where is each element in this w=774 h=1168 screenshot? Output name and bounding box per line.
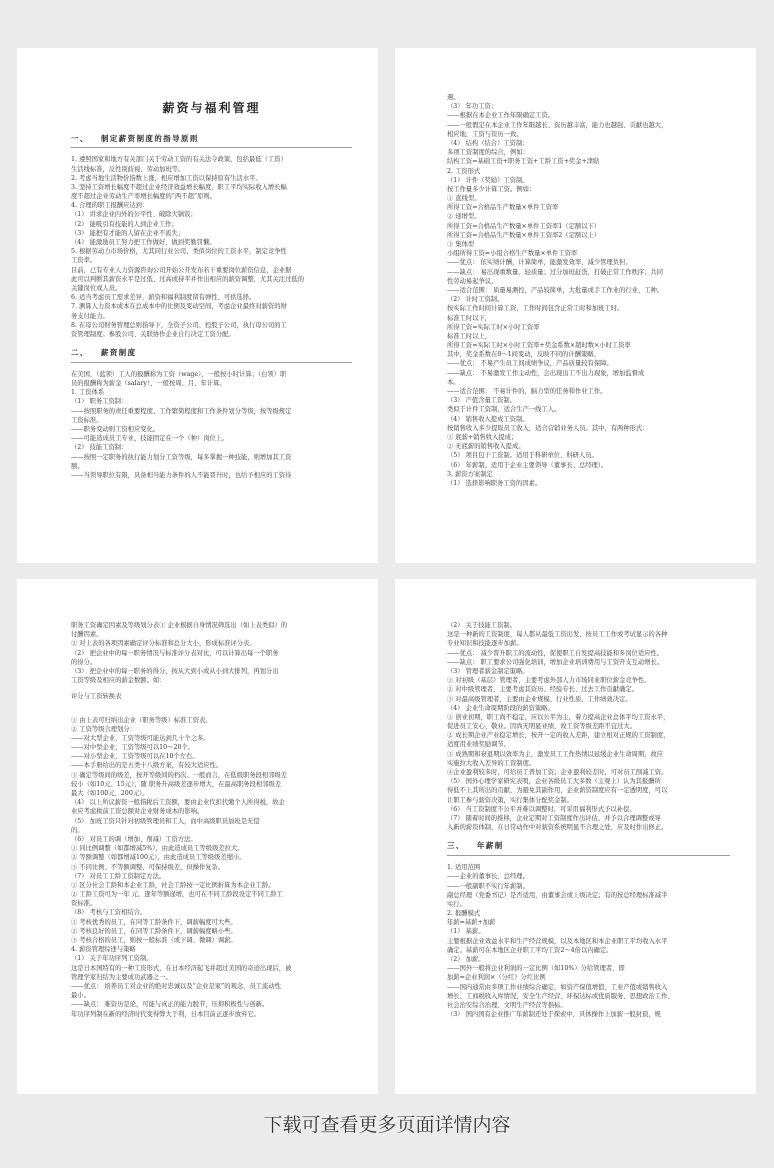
text-line: 得低不上其所出的贡献，为避免其副作用，企业薪资制度应有一定透明度，可以 <box>447 787 668 795</box>
text-line: ——缺点： 难资历是论，可能与真正的能力脱节，压抑积极性与创新。 <box>71 1001 269 1009</box>
text-line: （3） 国内国有企业推广年薪制还处于探索中，具体操作上加薪一般封顶，规 <box>447 1011 661 1019</box>
text-line: 生活线标准，反性别歧视、劳动加班等。 <box>71 165 185 173</box>
text-line: 目前，已有专业人力资源咨询公司开始公开发布若干重要岗位薪资信息，企业据 <box>71 266 292 274</box>
text-line: ③ 不同比例、不等额调整，可保持级差，但操作复杂。 <box>71 863 225 871</box>
text-line: 所得工资=合格品生产数量×单件工资率1（定额以下） <box>447 222 601 230</box>
text-line: ③ 成熟期和衰退期以效率为主，激发员工工作热情以延缓企业生命周期，故应 <box>447 750 664 758</box>
text-line: 这是一种新的工资制度，每人都从最低工资出发，按员工工作或考试显示的各种 <box>447 631 668 639</box>
text-line: 入新的薪资体制，在日常动作中对薪资系统明显不合理之处，应及时作出修正。 <box>447 824 668 832</box>
download-more-caption: 下载可查看更多页面详情内容 <box>263 1114 511 1136</box>
text-line: ② 成长期企业产业稳定增长，按开一定的收入差距，建立相对正规的工资制度， <box>447 732 670 740</box>
text-line: 此可以判断其薪资水平是过低、过高或持平并作出相应的薪资调整，尤其关注过低的 <box>71 275 304 283</box>
text-line: ② 对中级管理者，主要考虑其资历、经验专长、过去工作贡献确定。 <box>447 686 638 694</box>
text-line: 2. 考虑当地生活物价指数上涨，相应增加工资以保持原有生活水平。 <box>71 174 262 182</box>
text-line: 副总经理（党委书记）是否适用，由董事会或上级决定；有的按总经理标准减半 <box>447 891 668 899</box>
document-page-2 <box>395 48 756 563</box>
text-line: （4） 能激励员工努力把工作做好，做到奖勤罚懒。 <box>71 239 216 247</box>
text-line: ——按照职务的责任重要程度、工作繁简程度和工作条件划分等级，按等级规定 <box>71 407 292 415</box>
text-line: 工资率。 <box>71 257 97 265</box>
document-title: 薪资与福利管理 <box>162 101 261 115</box>
text-line: （3） 年功工资： <box>447 103 498 111</box>
text-line: ③ 确定等级间的级差，按开等级间的档次。一般而言，在低级职务段相邻级差 <box>71 771 288 779</box>
text-line: 增长、工商税收入库情况、安全生产经营、环保达标或优质服务、思想政治工作、 <box>447 992 674 1000</box>
text-line: 实施拉大收入差异的工资制度。 <box>447 759 536 767</box>
text-line: （7） 对员工工龄工资制定方法。 <box>71 872 166 880</box>
text-line: 度不超过企业劳动生产率增长幅度的“两不超”原则。 <box>71 193 216 201</box>
text-line: 员的报酬称为薪金（salary），一般按周、月、年计算。 <box>71 380 226 388</box>
text-line: ——本手册给出的是五类十八级方案，有较大适应性。 <box>71 762 223 770</box>
text-line: 管理学家归结为主要成功武器之一。 <box>71 973 172 981</box>
text-line: （8） 考核与工资相结合。 <box>71 909 147 917</box>
text-line: （2） 关于技能工资制。 <box>447 622 516 629</box>
text-line: 工资等级及相应的薪金数额。如： <box>71 677 166 685</box>
text-line: 1. 遵照国家和地方有关部门关于劳动工资的有关法令政策，包括最低（工资） <box>71 156 287 164</box>
text-line: ——企业的董事长、总经理。 <box>447 873 529 881</box>
text-line: ——适合范围： 质量易测控，产品较简单，大批量或手工作业的行业、工种。 <box>447 286 664 294</box>
text-line: ——优点： 不易产生员工间成绩争议，产品质量较有保障。 <box>447 360 613 368</box>
section-heading: 三、 年薪制 <box>447 841 730 856</box>
text-line: 评分与工资转换表 <box>71 693 122 701</box>
text-line: 其中，奖金系数在0～1间变动，反映不同的计酬策略。 <box>447 351 600 359</box>
text-line: ① 底薪+销售收入提成； <box>447 433 518 441</box>
text-line: ① 直线型。 <box>447 195 481 203</box>
text-line: 适度用业绩奖励调节。 <box>447 741 510 749</box>
text-line: ① 区分社会工龄和本企业工龄，社会工龄按一定比例折算为本企业工龄。 <box>71 881 275 889</box>
text-line: （2） 能吸引有技能的人到企业工作； <box>71 220 178 228</box>
text-line: （3） 把企业中的每一职务的得分，按从大到小或从小到大排列，再划分出 <box>71 667 279 675</box>
text-line: 的。 <box>71 826 84 834</box>
text-line: 最大（如100元、200元）。 <box>71 790 149 797</box>
section-heading: 二、 薪资制度 <box>71 348 352 363</box>
section-heading: 一、 制定薪资制度的指导原则 <box>71 134 352 149</box>
text-line: ② 等额调整（如都增减100元），由此造成员工等级级差缩小。 <box>71 854 246 862</box>
text-line: ② 递增型。 <box>447 213 481 221</box>
text-line: ——当领导职位有限，具备相当能力条件的人不能晋升时，也给予相应的工资待 <box>71 471 292 479</box>
text-line: ① 考核优秀的员工，在同等工龄条件下，调薪幅度可大些。 <box>71 918 237 926</box>
text-line: （5） 国外心理学家研究表明，企业各级员工大多数（主观上）认为其报酬所 <box>447 778 661 786</box>
text-line: ③ 对最高级管理者，主要由企业规模、行业性质、工作绩效决定。 <box>447 695 632 703</box>
text-line: ——根据在本企业工作年限确定工资。 <box>447 112 555 120</box>
text-line: （5） 项目包干工资制。适用于科研单位、科研人员。 <box>447 452 598 460</box>
text-line: （4） 结构（结合）工资制： <box>447 139 529 147</box>
text-line: 较小（如10元、15元），随 职务升高级差逐步增大，在最高职务段相邻级差 <box>71 780 282 788</box>
text-line: ——一般假定在本企业工作年限越长、资历越丰富，能力也越强、贡献也越大， <box>447 121 668 129</box>
text-line: 2. 工资形式 <box>447 167 481 175</box>
text-line: 加薪=企业利润×（分红）分红比例 <box>447 974 546 982</box>
text-line: 按销售收入多少提取员工收入，适合营销业务人员。其中，有两种形式： <box>447 424 649 432</box>
text-line: 按实际工作时间计算工资，工作时间包含正常工时和加班工时。 <box>447 305 624 313</box>
text-line: 付酬因素。 <box>71 631 103 639</box>
text-line: （3） 产值含量工资制。 <box>447 397 516 405</box>
text-line: 3. 薪资方案制定 <box>447 470 493 478</box>
text-line: （1） 讲求企业内外的公平性、破除大锅饭； <box>71 211 197 219</box>
text-line: 1. 工资体系 <box>71 389 105 397</box>
text-line: （1） 基薪。 <box>447 928 485 936</box>
text-line: ——职务变动则工资相应变化。 <box>71 426 160 434</box>
document-page-3 <box>17 579 378 1094</box>
text-line: （2） 技能工资制： <box>71 444 128 452</box>
text-line: ③ 考核合格的员工，则按一般标准（或下调、微调）调薪。 <box>71 937 237 944</box>
text-line: ① 同比例调整（如都增减5%），由此造成员工等级级差拉大。 <box>71 845 244 853</box>
text-line: ——对大型企业，工资等级可能达到几十个之多。 <box>71 734 210 742</box>
text-line: 相应地，工资与资历一致。 <box>447 130 523 138</box>
text-line: ③ 集体型 <box>447 241 475 248</box>
text-line: 按工作量多少计算工资。例如： <box>447 185 536 193</box>
text-line: 所得工资=实际工时×小时工资率 <box>447 323 540 331</box>
text-line: 职务工资确定因素及等级划分表① 企业根据自身情况筛选出（如上表类似）的 <box>71 622 288 629</box>
document-page-1 <box>17 48 378 563</box>
text-line: 务支付能力。 <box>71 312 109 320</box>
blank-line <box>71 709 352 716</box>
text-line: ① 由上表可归纳出企业（职务等级）标准工资表。 <box>71 716 212 724</box>
text-line: 确定。基薪可在本地区企业职工平均工资2～4倍以内确定。 <box>447 946 613 954</box>
text-line: 年功序列制在新的经济时代变得弊大于利，日本目前正逐步放弃它。 <box>71 1010 260 1018</box>
text-line: 关键岗位或人员。 <box>71 284 122 292</box>
text-line: 年薪=基薪+加薪 <box>447 919 496 927</box>
text-line: ——国外一般将企业利润的一定比例（如10%）分给管理者，即 <box>447 965 625 973</box>
text-line: ② 工资等级合理划分： <box>71 725 136 733</box>
text-line: 资标准。 <box>71 900 97 908</box>
text-line: 类似于计件工资制，适合生产一线工人。 <box>447 406 561 414</box>
text-line: 工资标准。 <box>71 416 103 424</box>
text-line: ——缺点： 职工要求公司强化培训，增加企业培训费用与工资开支互动增长。 <box>447 658 664 666</box>
text-line: （1） 选择影响职务工资的因素。 <box>447 479 542 487</box>
text-line: ② 考核良好的员工，在同等工龄条件下，调薪幅度略小些。 <box>71 927 237 935</box>
text-line: 的得分。 <box>71 658 97 666</box>
text-line: ——对小型企业，工资等级可以在10个左右。 <box>71 753 199 761</box>
text-line: 促进员工安心、敬业。因尚无明显业绩，故工资等级差距不宜过大。 <box>447 723 636 731</box>
text-line: （3） 能把有才能的人留在企业不流失； <box>71 229 185 237</box>
text-line: ——一般副职不实行年薪制。 <box>447 882 529 890</box>
text-line: 实行。 <box>447 900 466 908</box>
text-line: 标准工时以下， <box>447 314 492 322</box>
text-line: 让职工参与薪资决策，实行集体分配奖金制。 <box>447 796 573 804</box>
text-line: 4. 薪资管理综述与策略 <box>71 946 136 954</box>
text-line: 本。 <box>447 378 460 386</box>
document-page-4 <box>395 579 756 1094</box>
text-line: （2） 计时工资制。 <box>447 296 504 304</box>
text-line: （4） 企业生命周期阶段的薪资策略。 <box>447 704 554 712</box>
text-line: （2） 把企业中的每一职务情况与标准评分表对比，可以计算出每一个职务 <box>71 649 279 657</box>
text-line: ——缺点： 易出现重数量、轻质量；过分加班赶货，打破正常工作秩序；共同 <box>447 268 664 276</box>
text-line: ——按照一定职务的执行能力划分工资等级，每多掌握一种技能，则增加其工资 <box>71 453 292 461</box>
text-line: 结构工资=基础工资+职务工资+工龄工资+奖金+津贴 <box>447 158 600 166</box>
text-line: 性劳动易起争议。 <box>447 277 498 285</box>
text-line: 4. 合理的职工报酬应达到： <box>71 202 149 210</box>
text-line: 多项工资制度的综合，例如： <box>447 149 529 157</box>
text-line: ② 对上表的各项因素确定评分标准和总分大小，形成标准评分表。 <box>71 640 256 648</box>
text-line: 资管理制度；参股公司、关联协作企业自行决定工资分配。 <box>71 330 235 338</box>
text-line: ——可能造成员工专业、技能固定在一个（种）岗位上。 <box>71 435 229 443</box>
text-line: （6） 对员工的调（增加、削减）工资方法。 <box>71 835 197 843</box>
text-line: 社会治安综合治理、文明生产经营等指标。 <box>447 1001 567 1009</box>
text-line: 7. 测算人力资本成本在总成本中的比例及变动空间，考虑企业最终对薪资的财 <box>71 303 287 311</box>
text-line: ——优点： 依实绩计酬，计算简单，能激发效率，减少管理负担。 <box>447 259 632 267</box>
text-line: 专业知识和技能逐步加薪。 <box>447 640 523 648</box>
text-line: 小组所得工资=小组合格生产数量×单件工资率 <box>447 250 578 258</box>
text-line: （4） 销售收入提成工资制。 <box>447 415 529 423</box>
text-line: ——缺点： 不易激发工作主动性，会出现出工不出力现象，增加监督成 <box>447 369 645 377</box>
text-line: 最小。 <box>71 992 90 1000</box>
text-line: 所得工资=合格品生产数量×单件工资率 <box>447 204 559 212</box>
text-line: ④企业盈利较多时，可给员工普加工资；企业盈利较差时，可对员工削减工资。 <box>447 769 668 776</box>
blank-line <box>71 685 352 692</box>
text-line: （2） 加薪。 <box>447 956 485 963</box>
text-line: （7） 随着时间的推移，企业定期对工资制度作出评估，并予以合理调整或导 <box>447 814 661 822</box>
text-line: 3. 坚持工资增长幅度不超过企业经济效益增长幅度，职工平均实际收入增长幅 <box>71 183 287 191</box>
text-line: （1） 关于年功序列工资制。 <box>71 955 153 963</box>
text-line: 所得工资=合格品生产数量×单件工资率2（定额以上） <box>447 231 601 239</box>
text-line: （1） 计件（奖励）工资制。 <box>447 176 529 184</box>
text-line: （5） 加班工资只针对初级管理员和工人，而中高级职员加班是无偿 <box>71 817 260 825</box>
text-line: 这是日本国特有的一种工资形式，在日本经济起飞并超过美国的奇迹出现后，被 <box>71 964 292 972</box>
text-line: ① 对初级（基层）管理者，主要考虑外部人力市场同业职位薪金竞争性。 <box>447 677 651 685</box>
text-line: ② 工龄工资可为一年 元，逐年等额递增，也可在不同工龄段设定不同工龄工 <box>71 891 283 899</box>
text-line: 业应考虑税前工资总额对企业财务成本的影响。 <box>71 808 204 816</box>
text-line: 8. 在母公司财务管理总则指导下，全资子公司、控股子公司，执行母公司的工 <box>71 321 287 329</box>
blank-line <box>71 702 352 709</box>
text-line: ——优点： 减少晋升职工的流动性，促使职工自发提高技能和多岗位适应性。 <box>447 649 664 657</box>
text-line: ② 无底薪的销售收入提成。 <box>447 443 525 451</box>
text-line: 5. 根据劳动力市场价格，尤其同行业公司、类似岗位的工资水平，制定竞争性 <box>71 248 287 256</box>
text-line: 所得工资=实际工时×小时工资率+奖金系数×超时数×小时工资率 <box>447 342 631 350</box>
text-line: 额。 <box>71 462 84 470</box>
text-line: （1） 职务工资制： <box>71 398 128 406</box>
text-line: ——对中型企业，工资等级可以10～20个。 <box>71 744 195 752</box>
text-line: ——适合范围： 不易计件的，脑力型的任务和作业工作。 <box>447 388 607 395</box>
text-line: （4） 以上所议薪资一般指税后工资额，要由企业代扣代缴个人所得税，故企 <box>71 799 285 807</box>
text-line: 遇。 <box>447 94 460 101</box>
text-line: 在美国，（蓝领）工人的报酬称为工资（wage），一般按小时计算；（白领）职 <box>71 370 287 378</box>
text-line: ——国内通常由多项工作业绩综合确定，如资产保值增值、工业产值或销售收入 <box>447 983 668 991</box>
text-line: （3） 管理者薪金制定策略。 <box>447 667 529 675</box>
text-line: 主要根据企业效益水平和生产经营规模，以及本地区和本企业职工平均收入水平 <box>447 937 668 945</box>
text-line: ——优点： 培养员工对企业的绝对忠诚以及“企业是家”的观念，员工流动性 <box>71 982 281 990</box>
text-line: （6） 年薪制。适用于企业主要领导（董事长、总经理）。 <box>447 461 608 469</box>
text-line: ① 创业初期，职工尚不稳定，应以公平为主，着力提高企业总体平均工资水平， <box>447 713 670 721</box>
text-line: （6） 当工资制度不公平并难以调整时，可采用福利形式予以补偿。 <box>447 805 636 813</box>
text-line: 6. 适当考虑员工需求差异，薪资和福利制度留有弹性、可供选择。 <box>71 294 256 302</box>
text-line: 2. 报酬模式 <box>447 910 481 918</box>
text-line: 标准工时以上， <box>447 332 492 340</box>
text-line: 1. 适用范围 <box>447 864 481 872</box>
